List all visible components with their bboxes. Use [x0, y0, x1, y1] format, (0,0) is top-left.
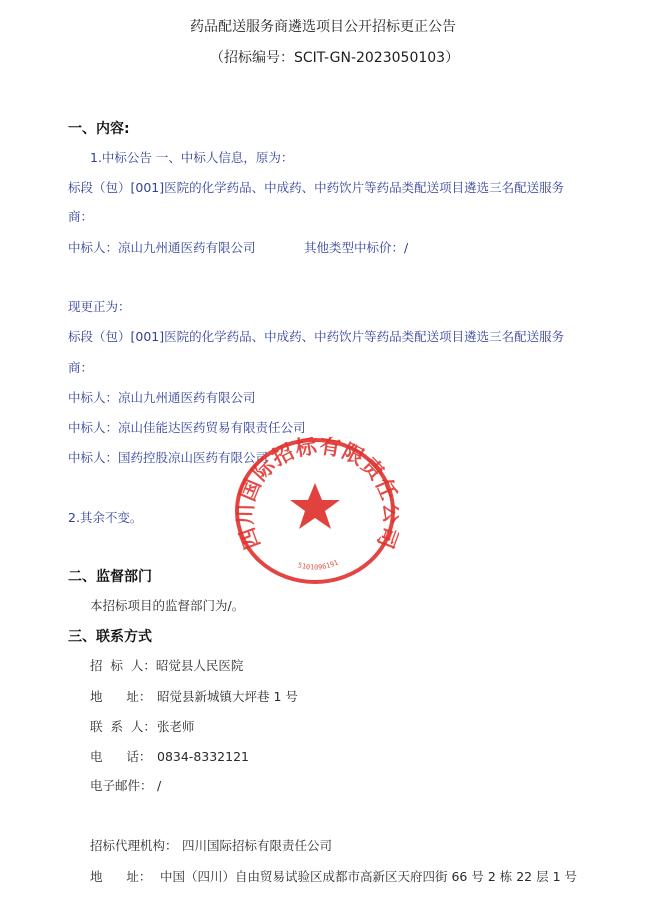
original-winner: 中标人：凉山九州通医药有限公司 [68, 240, 256, 255]
page-title: 药品配送服务商遴选项目公开招标更正公告 [190, 19, 456, 35]
phone-value: 0834-8332121 [157, 749, 249, 764]
contact-value: 张老师 [157, 719, 195, 734]
changed-label: 现更正为： [68, 299, 131, 314]
changed-segment-line1: 标段（包）[001]医院的化学药品、中成药、中药饮片等药品类配送项目遴选三名配送服务 [68, 329, 565, 344]
other-unchanged: 2.其余不变。 [68, 510, 143, 525]
supervision-text: 本招标项目的监督部门为/。 [90, 598, 245, 613]
changed-winner-3: 中标人：国药控股凉山医药有限公司 [68, 450, 269, 465]
section-contact-heading: 三、联系方式 [68, 629, 152, 645]
seal-code-text: 5101096191 [296, 558, 340, 572]
seal-graphic [229, 437, 399, 585]
changed-winner-2: 中标人：凉山佳能达医药贸易有限责任公司 [68, 420, 306, 435]
agency-address-label: 地 址： [90, 869, 152, 884]
agency-address-value: 中国（四川）自由贸易试验区成都市高新区天府四街 66 号 2 栋 22 层 1 号 [160, 869, 578, 884]
email-value: / [157, 778, 162, 793]
tender-number: （招标编号：SCIT-GN-2023050103） [210, 50, 460, 66]
email-label: 电子邮件： [90, 778, 153, 793]
section-content-heading: 一、内容: [68, 121, 130, 137]
notice-intro: 1.中标公告 一、中标人信息，原为： [90, 150, 294, 165]
star-icon [290, 483, 340, 529]
agency-value: 四川国际招标有限责任公司 [182, 838, 333, 853]
original-segment-line1: 标段（包）[001]医院的化学药品、中成药、中药饮片等药品类配送项目遴选三名配送服务 [68, 180, 565, 195]
agency-label: 招标代理机构： [90, 838, 178, 853]
section-supervision-heading: 二、监督部门 [68, 569, 152, 585]
phone-label: 电 话： [90, 749, 152, 764]
address-value: 昭觉县新城镇大坪巷 1 号 [157, 689, 298, 704]
changed-winner-1: 中标人：凉山九州通医药有限公司 [68, 390, 256, 405]
tenderer: 招 标 人：昭觉县人民医院 [90, 658, 244, 673]
seal-company-text: 四川国际招标有限责 [232, 437, 390, 553]
company-seal-stamp [229, 437, 399, 585]
original-price: 其他类型中标价：/ [304, 240, 409, 255]
changed-segment-line2: 商： [68, 360, 94, 375]
contact-label: 联 系 人： [90, 719, 156, 734]
address-label: 地 址： [90, 689, 152, 704]
original-segment-line2: 商： [68, 209, 94, 224]
